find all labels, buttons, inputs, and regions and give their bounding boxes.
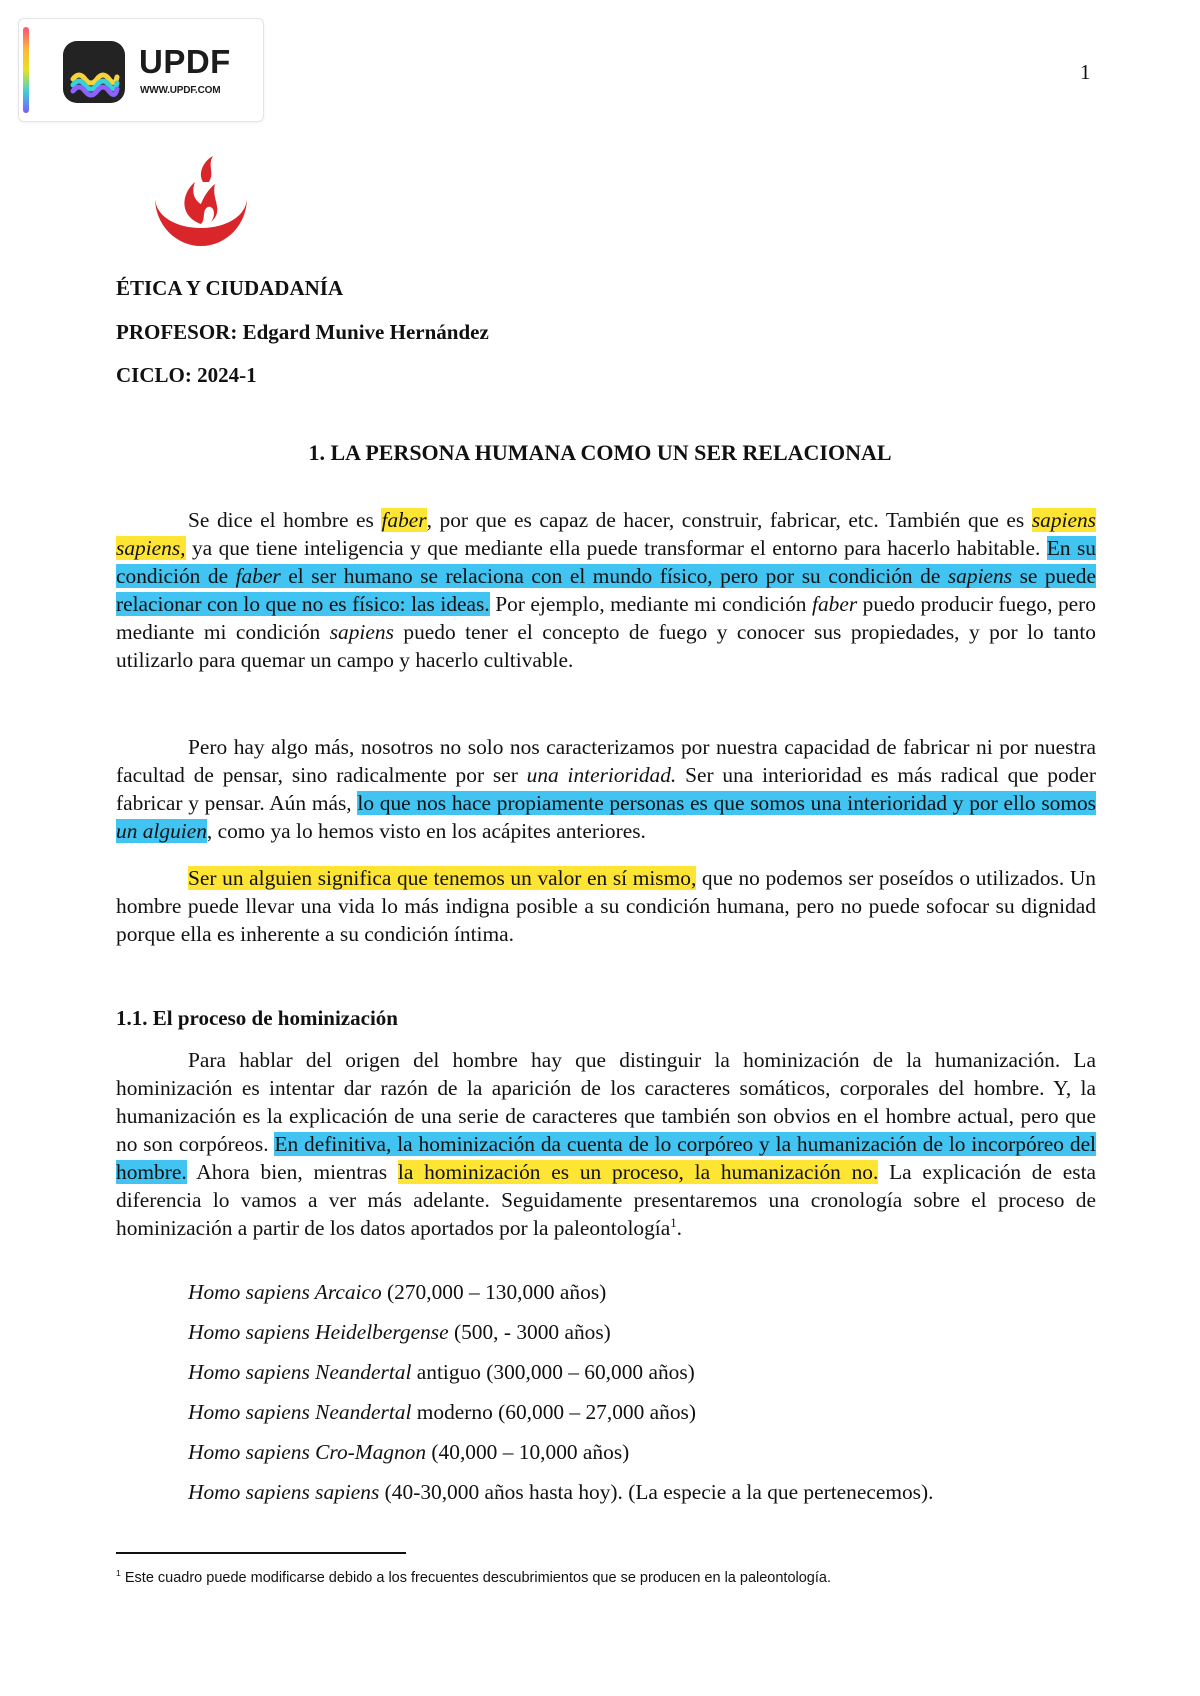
- course-title: ÉTICA Y CIUDADANÍA: [116, 276, 344, 300]
- footnote-divider: [116, 1552, 406, 1554]
- section-title: 1. LA PERSONA HUMANA COMO UN SER RELACIONAL: [308, 440, 892, 465]
- subheading-hominizacion: 1.1. El proceso de hominización: [116, 1006, 398, 1030]
- list-item: Homo sapiens Neandertal moderno (60,000 – 27,000 años): [188, 1400, 696, 1424]
- cycle-line: CICLO: 2024-1: [116, 363, 257, 387]
- page-number: 1: [1080, 60, 1091, 84]
- paragraph-3: Ser un alguien significa que tenemos un valor en sí mismo, que no podemos ser poseídos o utilizados. Un hombre puede llevar una vida lo más indigna posible a su condición humana, pero no puede sofocar su dignidad porque ella es inherente a su condición íntima.: [116, 866, 1096, 946]
- list-item: Homo sapiens Cro-Magnon (40,000 – 10,000 años): [188, 1440, 630, 1464]
- updf-watermark[interactable]: [18, 18, 264, 122]
- updf-url-text: WWW.UPDF.COM: [140, 85, 221, 96]
- list-item: Homo sapiens Neandertal antiguo (300,000 – 60,000 años): [188, 1360, 695, 1384]
- footnote: $^1$ Este cuadro puede modificarse debido a los frecuentes descubrimientos que se producen en la paleontología.: [116, 1568, 831, 1586]
- upc-flame-logo-icon: [145, 152, 257, 269]
- hominization-chronology: [188, 1278, 933, 1518]
- updf-logo-icon: [63, 41, 125, 103]
- footnote-reference[interactable]: 1: [670, 1215, 677, 1230]
- watermark-stripe: [23, 27, 29, 113]
- paragraph-1: Se dice el hombre es faber, por que es capaz de hacer, construir, fabricar, etc. También que es sapiens sapiens, ya que tiene inteligencia y que mediante ella puede transformar el entorno para hacerlo habitable. En su condición de faber el ser humano se relaciona con el mundo físico, pero por su condición de sapiens se puede relacionar con lo que no es físico: las ideas. Por ejemplo, mediante mi condición faber puedo producir fuego, pero mediante mi condición sapiens puedo tener el concepto de fuego y conocer sus propiedades, y por lo tanto utilizarlo para quemar un campo y hacerlo cultivable.: [116, 508, 1096, 672]
- paragraph-2: Pero hay algo más, nosotros no solo nos caracterizamos por nuestra capacidad de fabricar ni por nuestra facultad de pensar, sino radicalmente por ser una interioridad. Ser una interioridad es más radical que poder fabricar y pensar. Aún más, lo que nos hace propiamente personas es que somos una interioridad y por ello somos un alguien, como ya lo hemos visto en los acápites anteriores.: [116, 735, 1096, 843]
- list-item: Homo sapiens Heidelbergense (500, - 3000 años): [188, 1320, 611, 1344]
- paragraph-4: Para hablar del origen del hombre hay que distinguir la hominización de la humanización. La hominización es intentar dar razón de la aparición de los caracteres somáticos, corporales del hombre. Y, la humanización es la explicación de una serie de caracteres que también son obvios en el hombre actual, pero que no son corpóreos. En definitiva, la hominización da cuenta de lo corpóreo y la humanización de lo incorpóreo del hombre. Ahora bien, mientras la hominización es un proceso, la humanización no. La explicación de esta diferencia lo vamos a ver más adelante. Seguidamente presentaremos una cronología sobre el proceso de hominización a partir de los datos aportados por la paleontología$^1$.: [116, 1048, 1097, 1240]
- list-item: Homo sapiens sapiens (40-30,000 años hasta hoy). (La especie a la que pertenecemos).: [188, 1480, 934, 1504]
- professor-line: PROFESOR: Edgard Munive Hernández: [116, 320, 489, 344]
- updf-brand-text: UPDF: [139, 43, 231, 80]
- list-item: Homo sapiens Arcaico (270,000 – 130,000 años): [188, 1280, 607, 1304]
